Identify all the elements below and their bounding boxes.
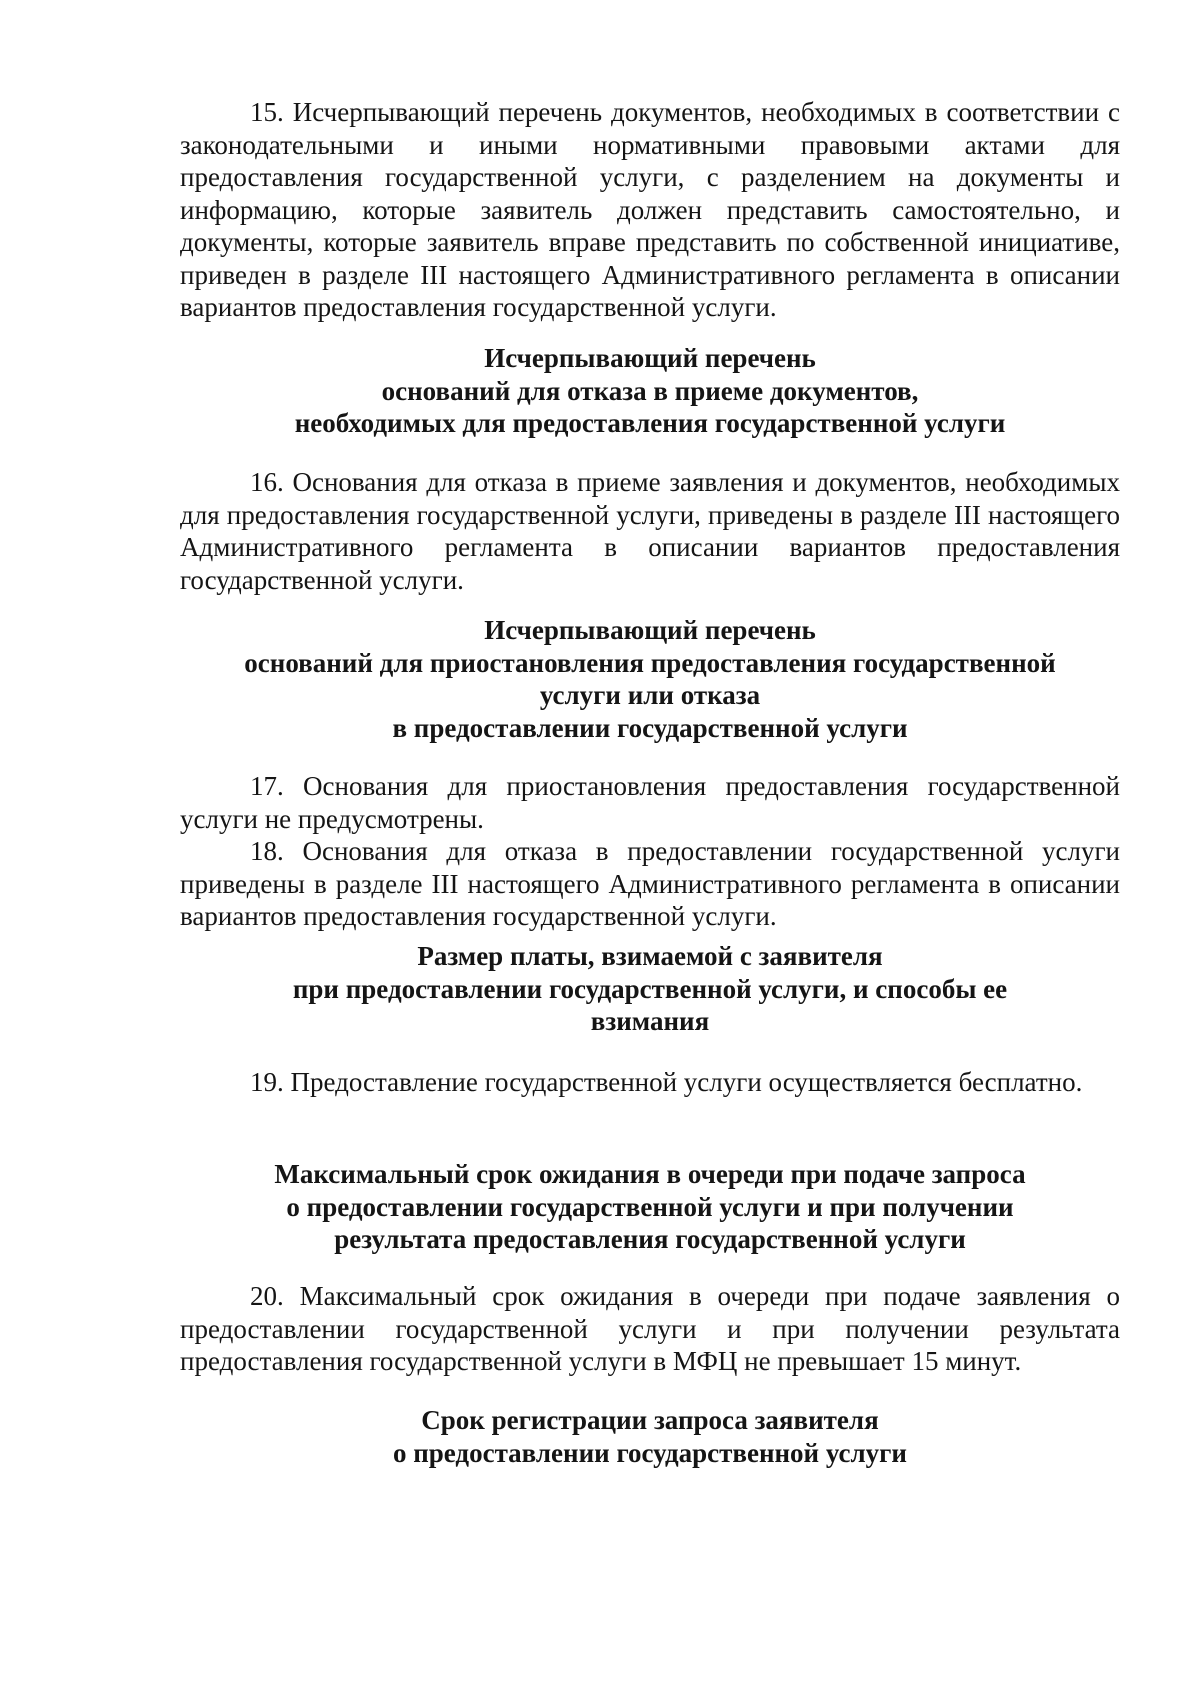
section-heading xyxy=(180,614,1120,744)
paragraph-20: 20. Максимальный срок ожидания в очереди при подаче заявления о предоставлении государственной услуги и при получении результата предоставления государственной услуги в МФЦ не превышает 15 минут. xyxy=(180,1281,1120,1376)
paragraph-19: 19. Предоставление государственной услуги осуществляется бесплатно. xyxy=(250,1067,1083,1097)
heading-line: в предоставлении государственной услуги xyxy=(392,712,908,743)
heading-fee xyxy=(180,940,1120,1038)
heading-queue xyxy=(180,1158,1120,1256)
paragraph-17-18-block xyxy=(180,770,1120,933)
paragraph-20-block xyxy=(180,1280,1120,1378)
heading-line: услуги или отказа xyxy=(539,680,761,710)
paragraph-18: 18. Основания для отказа в предоставлении государственной услуги приведены в разделе III настоящего Административного регламента в описании вариантов предоставления государственной услуги. xyxy=(180,836,1120,931)
paragraph-15-block xyxy=(180,96,1120,324)
heading-line: Максимальный срок ожидания в очереди при подаче запроса xyxy=(274,1159,1026,1189)
section-heading xyxy=(180,1404,1120,1469)
heading-line: взимания xyxy=(590,1006,710,1036)
heading-line: о предоставлении государственной услуги xyxy=(392,1437,907,1468)
heading-line: оснований для приостановления предоставления государственной xyxy=(244,647,1056,678)
paragraph-15: 15. Исчерпывающий перечень документов, необходимых в соответствии с законодательными и иными нормативными правовыми актами для предоставления государственной услуги, с разделением на документы и информацию, которые заявитель должен представить самостоятельно, и документы, которые заявитель вправе представить по собственной инициативе, приведен в разделе III настоящего Административного регламента в описании вариантов предоставления государственной услуги. xyxy=(180,97,1120,322)
heading-line: результата предоставления государственной услуги xyxy=(334,1224,966,1254)
heading-line: Срок регистрации запроса заявителя xyxy=(421,1405,879,1435)
heading-line: Исчерпывающий перечень xyxy=(484,343,816,373)
heading-line: Размер платы, взимаемой с заявителя xyxy=(417,941,883,971)
paragraph-17: 17. Основания для приостановления предоставления государственной услуги не предусмотрены. xyxy=(180,771,1120,834)
paragraph-19-block xyxy=(180,1066,1120,1099)
heading-line: Исчерпывающий перечень xyxy=(484,615,816,645)
section-heading xyxy=(180,342,1120,440)
section-heading xyxy=(180,940,1120,1038)
heading-line: при предоставлении государственной услуги, и способы ее xyxy=(292,973,1008,1004)
heading-line: о предоставлении государственной услуги и при получении xyxy=(286,1191,1014,1222)
paragraph-16-block xyxy=(180,466,1120,596)
heading-line: оснований для отказа в приеме документов, xyxy=(381,375,919,406)
heading-line: необходимых для предоставления государственной услуги xyxy=(294,408,1006,438)
paragraph-16: 16. Основания для отказа в приеме заявления и документов, необходимых для предоставления государственной услуги, приведены в разделе III настоящего Административного регламента в описании вариантов предоставления государственной услуги. xyxy=(180,467,1120,595)
heading-suspension xyxy=(180,614,1120,744)
section-heading xyxy=(180,1158,1120,1256)
heading-registration xyxy=(180,1404,1120,1469)
heading-refusal-acceptance xyxy=(180,342,1120,440)
